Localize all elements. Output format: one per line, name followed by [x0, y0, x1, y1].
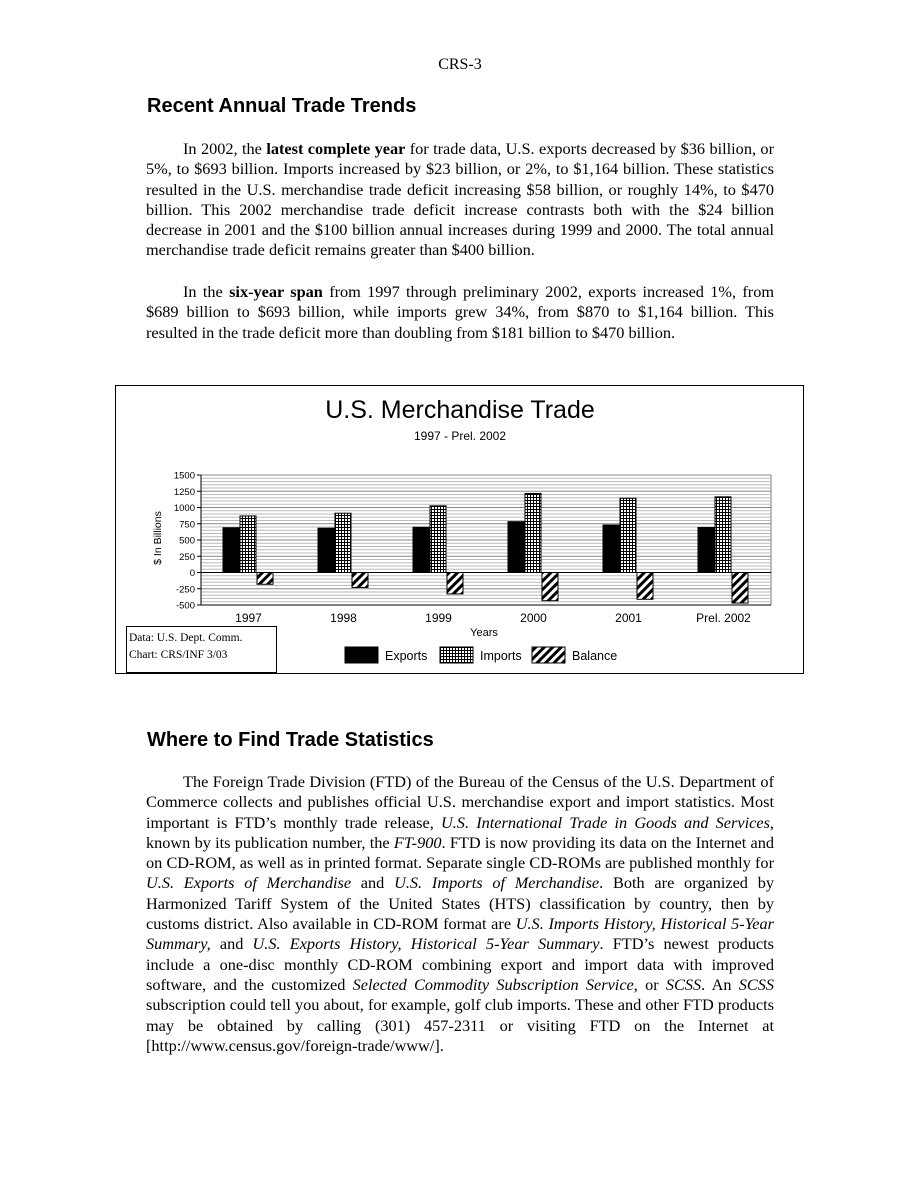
chart-source-box [126, 626, 277, 673]
italic-text: SCSS [665, 974, 702, 994]
chart-legend [345, 647, 617, 663]
chart-credit-line: Chart: CRS/INF 3/03 [129, 649, 228, 661]
x-axis-ticks [235, 611, 751, 625]
text-run: The Foreign Trade Division (FTD) of the Bureau of the Census of the U.S. Department of Commerce collects and publishes official U.S. merchandise export and import statistics. Most important is FTD’s monthly trade release, [146, 772, 774, 832]
x-axis-label: Years [470, 627, 498, 639]
bar-balance [542, 573, 558, 601]
text-run: , or [633, 974, 666, 994]
y-axis-label: $ In Billions [152, 511, 164, 565]
trade-chart [115, 385, 804, 674]
bar-balance [352, 573, 368, 588]
y-tick-label: 1000 [173, 503, 195, 514]
text-run: and [210, 934, 253, 954]
bar-exports [413, 527, 429, 572]
x-tick-label: 1999 [425, 611, 452, 625]
bar-exports [318, 528, 334, 572]
bold-text: latest complete year [266, 139, 406, 158]
x-tick-label: 1997 [235, 611, 262, 625]
legend-swatch-balance [532, 647, 565, 663]
bar-balance [637, 573, 653, 600]
bar-exports [698, 527, 714, 572]
bar-exports [603, 525, 619, 572]
trends-paragraph-2 [146, 282, 774, 343]
italic-text: U.S. Exports History, Historical 5-Year Summary [252, 934, 600, 954]
section-heading-statistics: Where to Find Trade Statistics [147, 729, 434, 751]
bar-exports [223, 528, 239, 573]
text-run: , known by its publication number, the [146, 812, 774, 852]
chart-source-line: Data: U.S. Dept. Comm. [129, 632, 243, 644]
bar-balance [732, 573, 748, 604]
bar-imports [430, 506, 446, 573]
text-run: . FTD is now providing its data on the Internet and on CD-ROM, as well as in printed format. Separate single CD-ROMs are published monthly for [146, 832, 775, 873]
chart-gridlines [201, 475, 771, 605]
text-run: In the [183, 282, 230, 301]
italic-text: U.S. International Trade in Goods and Services [440, 812, 770, 832]
x-tick-label: 2000 [520, 611, 547, 625]
y-tick-label: 0 [189, 568, 195, 579]
legend-swatch-imports [440, 647, 473, 663]
bar-balance [257, 573, 273, 585]
y-axis-ticks [174, 471, 201, 612]
bold-text: six-year span [229, 282, 323, 301]
x-tick-label: 1998 [330, 611, 357, 625]
text-run: In 2002, the [183, 139, 267, 158]
y-tick-label: 250 [179, 551, 195, 563]
text-run: for trade data, U.S. exports decreased by $36 billion, or 5%, to $693 billion. Imports increased by $23 billion, or 2%, to $1,164 billion. These statistics resulted in the U.S. merchandise trade deficit increasing $58 billion, or roughly 14%, to $470 billion. This 2002 merchandise trade deficit increase contrasts both with the $24 billion decrease in 2001 and the $100 billion annual increases during 1999 and 2000. The total annual merchandise trade deficit remains greater than $400 billion. [146, 139, 774, 260]
legend-label-imports: Imports [480, 649, 522, 663]
y-tick-label: 1500 [173, 470, 195, 482]
y-tick-label: -500 [175, 600, 195, 612]
bar-imports [715, 497, 731, 573]
text-run: . Both are organized by Harmonized Tariff System of the United States (HTS) classification by country, then by customs district. Also available in CD-ROM format are [146, 873, 774, 934]
text-run: from 1997 through preliminary 2002, exports increased 1%, from $689 billion to $693 billion, while imports grew 34%, from $870 to $1,164 billion. This resulted in the trade deficit more than doubling from $181 billion to $470 billion. [146, 282, 774, 342]
section-heading-trends: Recent Annual Trade Trends [147, 95, 417, 117]
y-tick-label: -250 [175, 584, 195, 596]
trends-paragraph-1 [146, 139, 774, 261]
bar-imports [240, 516, 256, 573]
statistics-paragraph [146, 772, 774, 1056]
italic-text: U.S. Exports of Merchandise [146, 873, 352, 893]
y-tick-label: 500 [179, 535, 195, 547]
page-number: CRS-3 [438, 56, 482, 73]
legend-swatch-exports [345, 647, 378, 663]
bar-imports [620, 498, 636, 572]
y-tick-label: 750 [179, 519, 195, 531]
italic-text: Selected Commodity Subscription Service [352, 974, 634, 994]
legend-label-balance: Balance [572, 649, 618, 663]
italic-text: FT-900 [393, 832, 442, 852]
bar-exports [508, 522, 524, 573]
bar-imports [525, 493, 541, 572]
x-tick-label: Prel. 2002 [696, 611, 751, 625]
y-tick-label: 1250 [173, 486, 195, 498]
text-run: . FTD’s newest products include a one-disc monthly CD-ROM combining export and import data with improved software, and the customized [146, 934, 774, 994]
italic-text: SCSS [738, 974, 774, 994]
text-run: subscription could tell you about, for example, golf club imports. These and other FTD products may be obtained by calling (301) 457-2311 or visiting FTD on the Internet at [http://www.census.gov/foreign-trade/www/]. [146, 995, 774, 1055]
italic-text: U.S. Imports History, Historical 5-Year Summary, [146, 914, 774, 954]
bar-imports [335, 513, 351, 572]
italic-text: U.S. Imports of Merchandise [394, 873, 600, 893]
bar-balance [447, 573, 463, 594]
text-run: and [351, 873, 395, 893]
legend-label-exports: Exports [385, 649, 428, 663]
chart-title: U.S. Merchandise Trade [325, 396, 595, 424]
chart-subtitle: 1997 - Prel. 2002 [413, 429, 507, 443]
text-run: . An [701, 974, 739, 994]
x-tick-label: 2001 [615, 611, 642, 625]
